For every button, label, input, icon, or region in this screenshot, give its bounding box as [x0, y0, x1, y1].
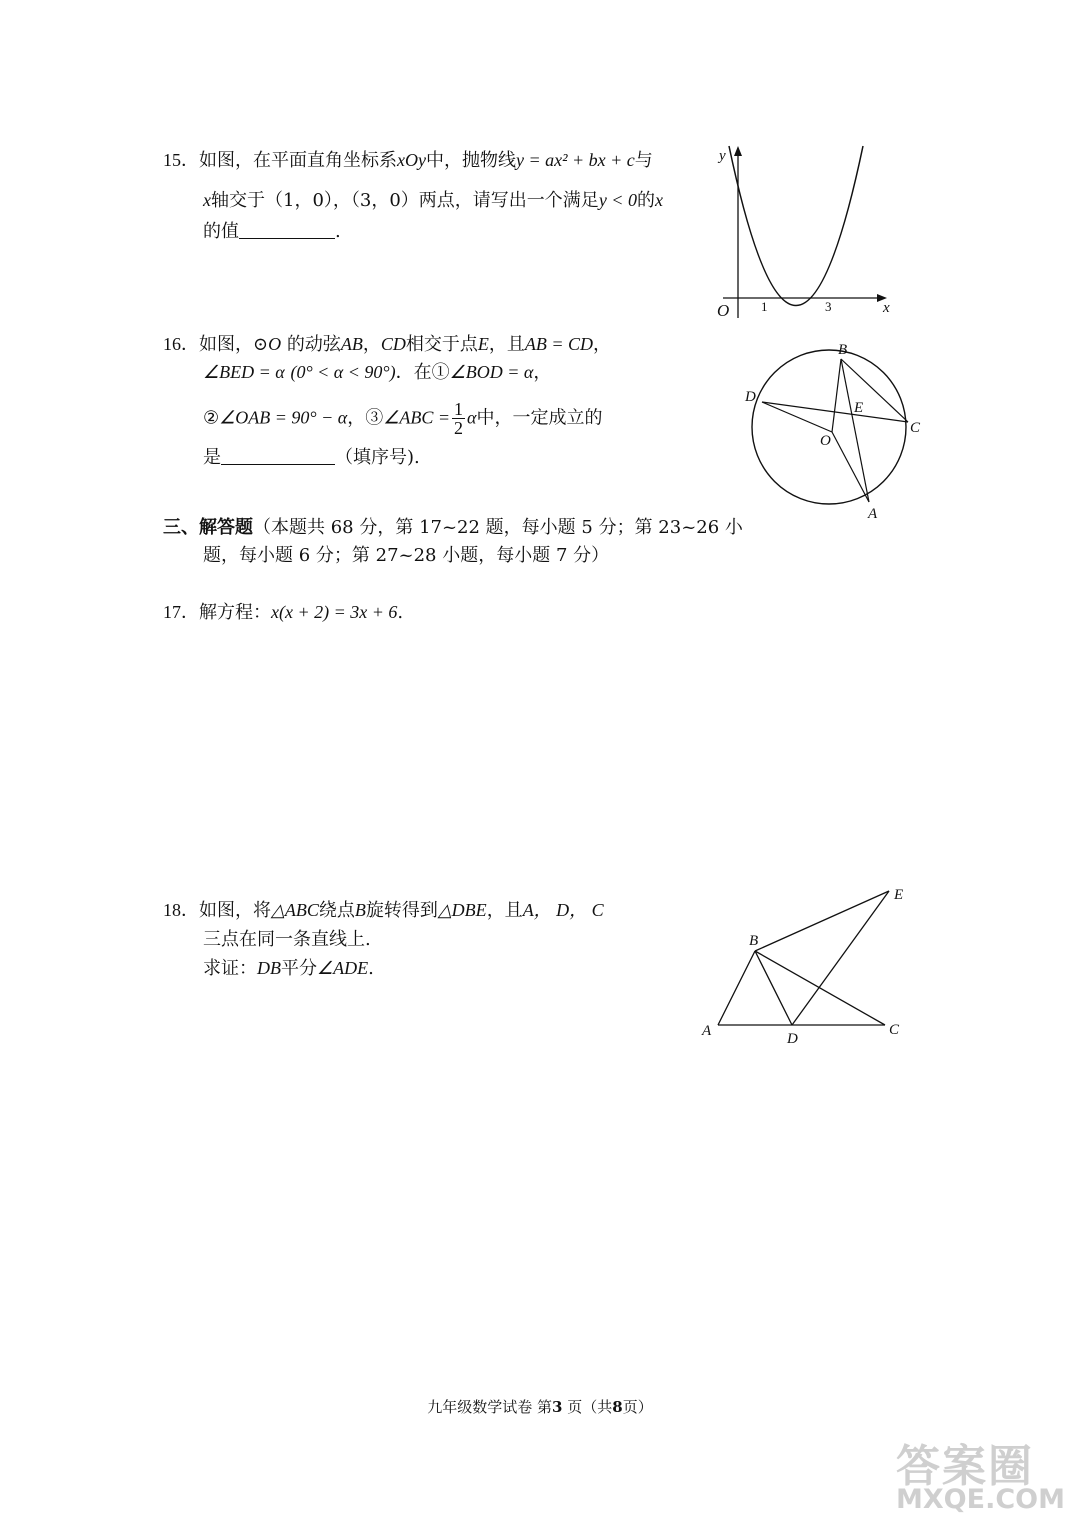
text: 如图，将: [199, 900, 271, 921]
q18-number: 18．: [163, 900, 199, 920]
text: 解方程：: [199, 602, 271, 623]
math-condition-2: ∠OAB = 90° − α: [219, 407, 348, 428]
fraction-half: [452, 400, 465, 437]
segment-ab: [718, 951, 755, 1025]
math-angle: ∠ADE: [317, 958, 369, 978]
math-angle: ∠BED = α: [203, 362, 285, 382]
text: 中，一定成立的: [476, 407, 603, 429]
text: 旋转得到: [365, 900, 438, 921]
q16-line2: [203, 360, 551, 385]
page-footer: [0, 1396, 1080, 1417]
fraction-numerator: 1: [454, 399, 463, 419]
text: 三点在同一条直线上.: [203, 929, 371, 950]
q16-line3: [203, 400, 602, 437]
section-description: （本题共 68 分，第 17~22 题，每小题 5 分；第 23~26 小: [253, 517, 743, 538]
math-var: O: [268, 334, 282, 354]
q18-line1: [163, 898, 604, 923]
q17-number: 17．: [163, 602, 199, 622]
section3-line1: [163, 516, 743, 540]
math-var: α: [467, 407, 477, 428]
math-equation: x(x + 2) = 3x + 6: [271, 602, 398, 622]
q18-line2: [203, 928, 371, 952]
math-condition-1: ∠BOD = α: [449, 362, 534, 382]
x-label: x: [883, 300, 890, 316]
text: ②: [203, 407, 220, 429]
q15-line3: [203, 220, 341, 244]
footer-text: 页）: [622, 1398, 653, 1416]
text: ，: [533, 362, 552, 383]
chord-ab: [841, 359, 869, 502]
q15-line2: [203, 188, 663, 213]
text: ，: [362, 334, 381, 355]
q17: [163, 600, 403, 625]
math-var: x: [203, 190, 211, 210]
text: 与: [634, 150, 653, 171]
label-e: E: [894, 887, 904, 903]
answer-blank[interactable]: [239, 220, 335, 239]
label-d: D: [745, 389, 756, 405]
watermark-url: MXQE.COM: [896, 1484, 1065, 1515]
text: 轴交于（1，0），（3，0）两点，请写出一个满足: [211, 190, 599, 211]
text: ，③: [347, 407, 384, 429]
math-var: E: [477, 334, 489, 354]
math-equation: AB = CD: [524, 334, 593, 354]
math-var: B: [354, 900, 366, 920]
segment-ob: [832, 359, 841, 432]
label-b: B: [749, 933, 759, 949]
footer-text: 页（共: [567, 1398, 613, 1416]
section3-line2: [203, 544, 609, 568]
fraction-denominator: 2: [454, 418, 463, 438]
circle-symbol: ⊙: [253, 334, 269, 355]
math-condition: y < 0: [598, 190, 637, 210]
text: 求证：: [203, 958, 257, 979]
math-equation: y = ax² + bx + c: [515, 150, 635, 170]
label-c: C: [910, 420, 921, 436]
q15-line1: [163, 148, 653, 173]
text: 中，抛物线: [425, 150, 516, 171]
math-var: CD: [380, 334, 406, 354]
text: 的值: [203, 221, 239, 242]
q15-number: 15．: [163, 150, 199, 170]
y-axis-arrow: [734, 146, 742, 156]
text: 是: [203, 447, 221, 468]
text: 如图，: [199, 334, 253, 355]
text: ，且: [486, 900, 523, 921]
text: 如图，在平面直角坐标系: [199, 150, 397, 171]
label-b: B: [838, 342, 848, 358]
text: 绕点: [318, 900, 355, 921]
q16-line1: [163, 332, 611, 357]
math-range: (0° < α < 90°): [290, 362, 396, 382]
footer-text: 九年级数学试卷 第: [427, 1398, 553, 1416]
answer-blank[interactable]: [221, 446, 335, 465]
tick-label-3: 3: [825, 299, 832, 314]
segment-bc: [755, 951, 885, 1025]
label-c: C: [889, 1022, 900, 1038]
segment-be: [755, 891, 889, 951]
text: ．在①: [395, 362, 450, 383]
text: 平分: [281, 958, 317, 979]
text: 相交于点: [405, 334, 478, 355]
label-a: A: [868, 506, 878, 522]
text: 的: [636, 190, 655, 211]
segment-de: [792, 891, 889, 1025]
watermark-logo: 答案圈: [896, 1441, 1034, 1492]
figure-circle: [738, 335, 928, 525]
tick-label-1: 1: [761, 299, 768, 314]
text: .: [368, 958, 374, 979]
origin-label: O: [717, 301, 730, 320]
label-o: O: [820, 433, 831, 449]
text: ，: [593, 334, 611, 355]
math-triangle: △ABC: [271, 900, 319, 920]
figure-parabola: [705, 140, 905, 325]
text: （填序号).: [335, 447, 420, 468]
circle-o: [752, 350, 906, 504]
math-var: DB: [257, 958, 281, 978]
math-triangle: △DBE: [437, 900, 487, 920]
text: ，且: [488, 334, 525, 355]
section-description: 题，每小题 6 分；第 27~28 小题，每小题 7 分）: [203, 545, 610, 566]
math-var: AB: [340, 334, 363, 354]
q18-line3: [203, 956, 374, 981]
figure-triangles: [695, 880, 915, 1050]
text: 的动弦: [286, 334, 341, 355]
footer-total-pages: 8: [612, 1398, 623, 1416]
text: .: [397, 602, 404, 623]
math-points: A， D， C: [522, 900, 604, 920]
math-var: xOy: [397, 150, 426, 170]
label-a: A: [702, 1023, 712, 1039]
label-d: D: [787, 1031, 798, 1047]
y-label: y: [719, 148, 726, 164]
section-title: 三、解答题: [163, 517, 253, 538]
q16-number: 16．: [163, 334, 199, 354]
parabola-curve: [729, 146, 863, 306]
segment-oa: [832, 432, 869, 502]
label-e: E: [854, 400, 864, 416]
footer-page-number: 3: [552, 1398, 563, 1416]
math-condition-3: ∠ABC =: [383, 407, 450, 428]
q16-line4: [203, 446, 420, 470]
math-var: x: [654, 190, 663, 210]
text: .: [335, 221, 341, 242]
